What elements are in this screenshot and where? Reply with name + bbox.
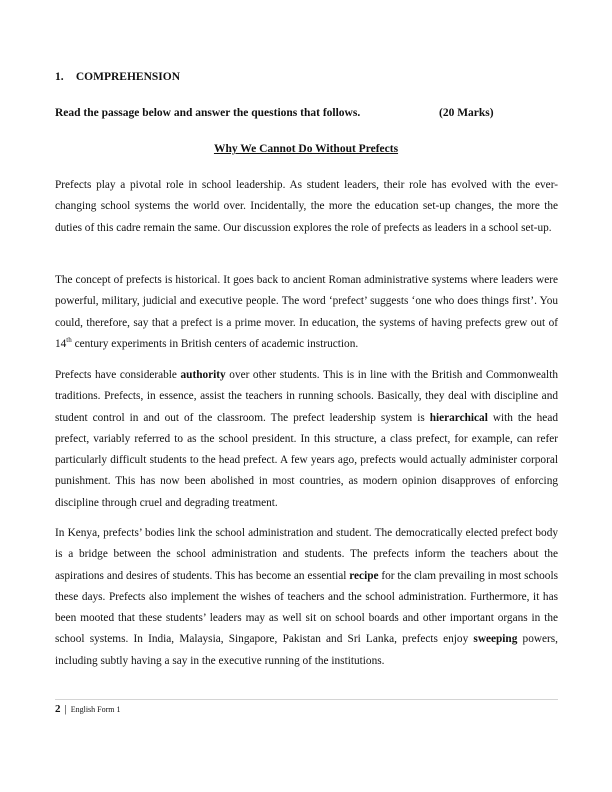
instruction-line [55,107,557,119]
page-number: 2 [55,703,61,715]
paragraph-text: The concept of prefects is historical. It goes back to ancient Roman administrative systems where leaders were powerful, military, judicial and executive people. The word ‘prefect’ suggests ‘one who does things first’. You could, therefore, say that a prefect is a prime mover. In education, the systems of having prefects grew out of 14 [55,274,558,350]
footer-label: English Form 1 [70,705,121,714]
footer-separator: | [64,703,67,715]
paragraph-text: with the head prefect, variably referred to as the school president. In this structure, a class prefect, for example, can refer particularly difficult students to the head prefect. A few years ago, prefects would actually administer corporal punishment. This has now been abolished in most countries, as modern opinion disapproves of enforcing discipline through cruel and degrading treatment. [55,411,558,509]
paragraph-text: Prefects have considerable [55,369,181,381]
emphasized-word: sweeping [473,633,518,646]
marks-label: (20 Marks) [439,107,494,119]
instruction-text: Read the passage below and answer the questions that follows. [55,107,361,119]
passage-title: Why We Cannot Do Without Prefects [213,143,399,155]
passage-paragraph [55,175,558,239]
footer-divider [55,699,558,700]
emphasized-word: authority [180,369,226,381]
paragraph-text: for the clam prevailing in most schools these days. Prefects also implement the wishes of teachers and the school administration. Furthermore, it has been mooted that these students’ leaders may as well sit on school boards and other important organs in the school systems. In India, Malaysia, Singapore, Pakistan and Sri Lanka, prefects enjoy [55,569,558,646]
section-number: 1. [55,71,64,83]
passage-paragraph [55,270,558,355]
emphasized-word: hierarchical [429,411,488,424]
paragraph-text: powers, including subtly having a say in the executive running of the institutions. [55,633,559,667]
section-heading [55,71,180,83]
paragraph-text: In Kenya, prefects’ bodies link the school administration and student. The democratically elected prefect body is a bridge between the school administration and students. The prefects inform the teachers about the aspirations and desires of students. This has become an essential [55,527,558,582]
paragraph-text: century experiments in British centers of academic instruction. [71,337,359,350]
page-footer [55,703,120,715]
paragraph-text: over other students. This is in line with the British and Commonwealth traditions. Prefects, in essence, assist the teachers in running schools. Basically, they deal with discipline and student control in and out of the classroom. The prefect leadership system is [55,369,558,424]
section-title: COMPREHENSION [75,71,181,83]
superscript: th [66,336,72,345]
passage-paragraph [55,523,558,672]
paragraph-text: Prefects play a pivotal role in school leadership. As student leaders, their role has evolved with the ever-changing school systems the world over. Incidentally, the more the education set-up changes, the more the duties of this cadre remain the same. Our discussion explores the role of prefects as leaders in a school set-up. [55,179,558,234]
passage-paragraph [55,365,558,514]
emphasized-word: recipe [349,569,379,582]
